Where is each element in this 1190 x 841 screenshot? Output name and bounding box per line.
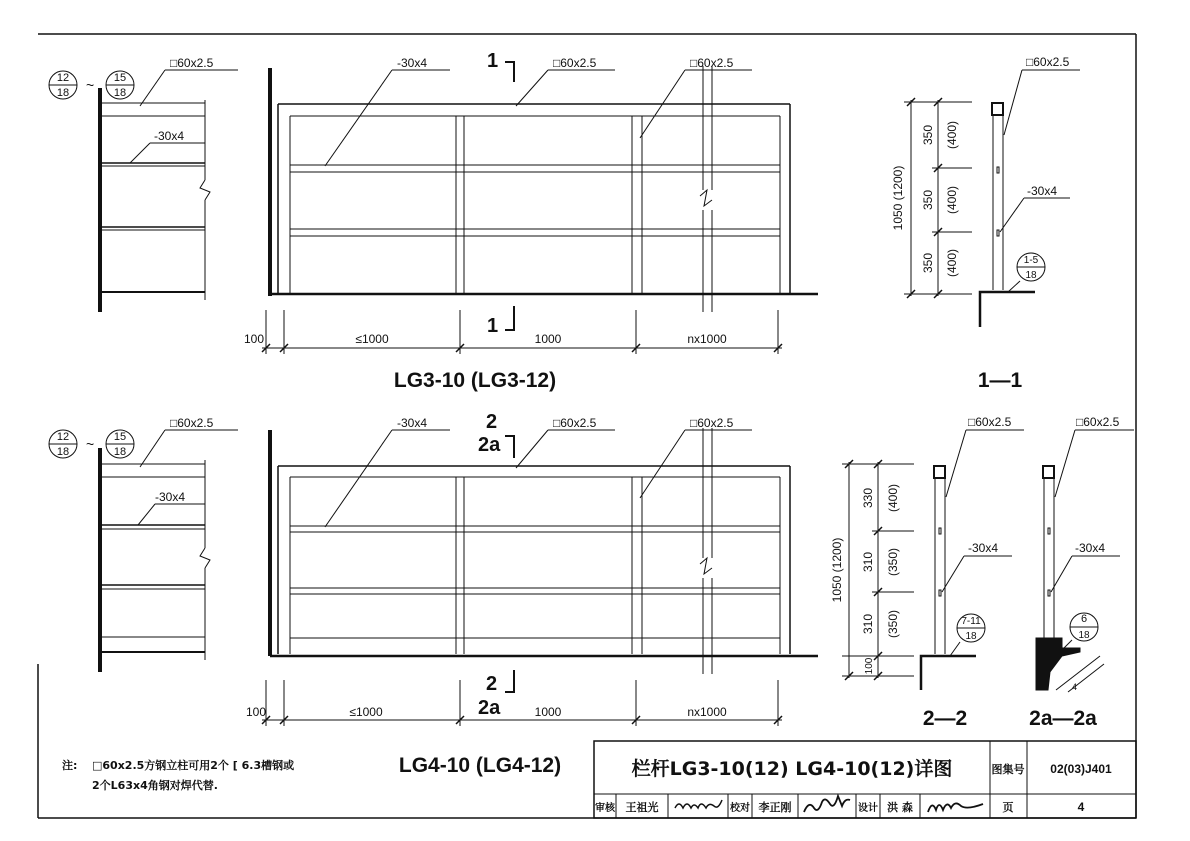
left-bar-label: -30x4 (154, 129, 185, 143)
left-post-label: □60x2.5 (170, 56, 214, 70)
section2-seg3-b: (350) (886, 609, 900, 639)
section-mark-top: 1 (487, 50, 499, 72)
rail-square-label: □60x2.5 (553, 416, 597, 430)
check-label: 校对 (730, 803, 750, 814)
section1-seg3-a: 350 (921, 252, 935, 274)
top-elevation-frame (270, 66, 818, 312)
section-mark-bottom: 1 (487, 315, 499, 337)
review-signature (675, 800, 722, 808)
check-name: 李正刚 (758, 801, 792, 814)
note-block (62, 758, 294, 792)
section2a-post-label: □60x2.5 (1076, 415, 1120, 429)
section2-seg3-a: 310 (861, 613, 875, 635)
section1-ref-sheet: 18 (1025, 270, 1037, 281)
section-2a-drawing (1036, 415, 1134, 692)
ref-separator: ~ (86, 436, 95, 452)
section2a-bar-label: -30x4 (1075, 541, 1106, 555)
page-value: 4 (1077, 800, 1085, 814)
ref-sheet: 18 (113, 446, 127, 458)
section-1-drawing (891, 55, 1080, 327)
section1-seg1-a: 350 (921, 124, 935, 146)
section1-post-label: □60x2.5 (1026, 55, 1070, 69)
section2-seg2-a: 310 (861, 551, 875, 573)
dim-repeat: nx1000 (687, 705, 727, 719)
section1-seg2-b: (400) (945, 185, 959, 215)
section2a-ref-sheet: 18 (1078, 630, 1090, 641)
ref-number: 15 (113, 431, 127, 443)
bottom-ref-circles (49, 430, 134, 458)
bottom-elevation-frame (270, 428, 818, 674)
section2a-ref-number: 6 (1080, 613, 1088, 625)
section-mark-2-top: 2 (486, 411, 498, 433)
section1-seg2-a: 350 (921, 189, 935, 211)
section2-ref-sheet: 18 (965, 631, 977, 642)
top-ref-circles (49, 71, 134, 99)
note-prefix: 注: (62, 759, 78, 772)
rail-square-label: □60x2.5 (553, 56, 597, 70)
bar-flat-label: -30x4 (397, 56, 428, 70)
section-2-title: 2—2 (922, 707, 968, 730)
left-post-label: □60x2.5 (170, 416, 214, 430)
review-name: 王祖光 (625, 801, 659, 814)
dim-first-bay: ≤1000 (355, 332, 389, 346)
top-elevation-leaders (325, 56, 752, 166)
top-left-leaders (130, 56, 238, 163)
ref-sheet: 18 (56, 446, 70, 458)
check-signature (804, 796, 850, 812)
design-label: 设计 (858, 803, 878, 814)
dim-repeat: nx1000 (687, 332, 727, 346)
page-label: 页 (1002, 801, 1014, 814)
note-line-2: 2个L63x4角钢对焊代替. (92, 779, 218, 792)
bottom-section-marks (478, 411, 514, 719)
left-bar-label: -30x4 (155, 490, 186, 504)
title-block (594, 741, 1136, 818)
ref-number: 12 (56, 431, 70, 443)
ref-separator: ~ (86, 77, 95, 93)
ref-sheet: 18 (56, 87, 70, 99)
design-signature (928, 803, 983, 812)
section2-seg1-a: 330 (861, 487, 875, 509)
bar-flat-label: -30x4 (397, 416, 428, 430)
section2-ref-number: 7-11 (961, 616, 981, 627)
ref-sheet: 18 (113, 87, 127, 99)
dim-bay: 1000 (534, 705, 562, 719)
section-1-title: 1—1 (977, 369, 1023, 392)
section1-total-dim: 1050 (1200) (891, 165, 905, 231)
section-2-drawing (830, 415, 1024, 690)
section1-seg1-b: (400) (945, 120, 959, 150)
section2-bar-label: -30x4 (968, 541, 999, 555)
bottom-elevation-leaders (325, 416, 752, 527)
post-square-label: □60x2.5 (690, 56, 734, 70)
section-mark-2-bottom: 2 (486, 673, 498, 695)
ref-number: 15 (113, 72, 127, 84)
section1-seg3-b: (400) (945, 248, 959, 278)
review-label: 审核 (595, 803, 615, 814)
top-view-title: LG3-10 (LG3-12) (393, 369, 557, 392)
atlas-number-value: 02(03)J401 (1050, 762, 1112, 776)
dim-first-bay: ≤1000 (349, 705, 383, 719)
section1-bar-label: -30x4 (1027, 184, 1058, 198)
post-square-label: □60x2.5 (690, 416, 734, 430)
section-mark-2a-bottom: 2a (478, 697, 501, 719)
section2-seg2-b: (350) (886, 547, 900, 577)
section1-ref-number: 1-5 (1023, 255, 1039, 266)
design-name: 洪 森 (887, 801, 913, 814)
section2-total-dim: 1050 (1200) (830, 537, 844, 603)
note-line-1: □60x2.5方钢立柱可用2个 [ 6.3槽钢或 (92, 759, 295, 772)
hatch-mark: 4 (1072, 682, 1078, 692)
dim-bay: 1000 (534, 332, 562, 346)
atlas-number-label: 图集号 (991, 763, 1025, 776)
bottom-left-leaders (138, 416, 238, 525)
dim-edge: 100 (244, 332, 265, 346)
bottom-view-title: LG4-10 (LG4-12) (398, 754, 562, 777)
bottom-left-post-detail (100, 448, 210, 672)
top-left-post-detail (100, 88, 210, 312)
section2-seg4-a: 100 (864, 657, 875, 675)
section2-post-label: □60x2.5 (968, 415, 1012, 429)
dim-edge: 100 (246, 705, 267, 719)
ref-number: 12 (56, 72, 70, 84)
section-mark-2a-top: 2a (478, 434, 501, 456)
section-2a-title: 2a—2a (1029, 707, 1097, 730)
drawing-title: 栏杆LG3-10(12) LG4-10(12)详图 (631, 758, 953, 780)
section2-seg1-b: (400) (886, 483, 900, 513)
